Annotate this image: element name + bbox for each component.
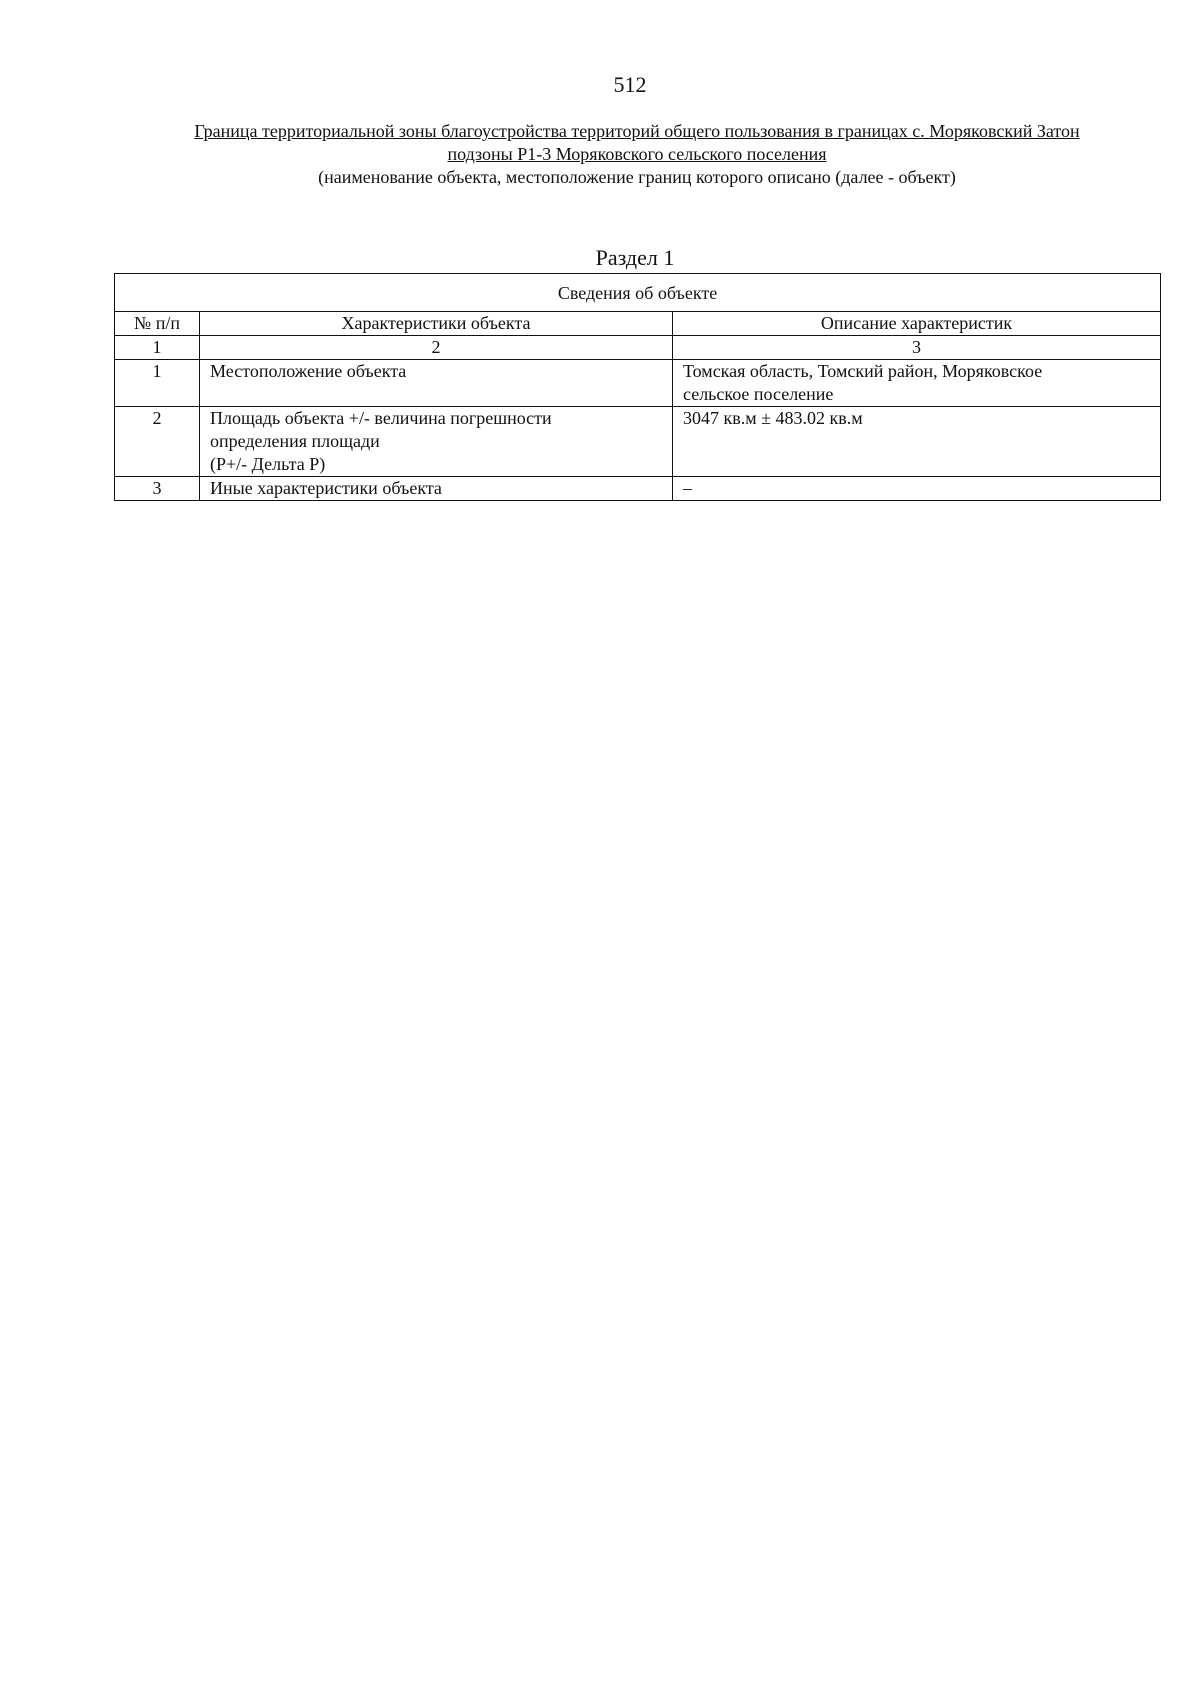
description-text: сельское поселение xyxy=(683,384,834,404)
row-description xyxy=(673,360,1161,407)
description-text: – xyxy=(683,478,692,498)
object-title-line-1: Граница территориальной зоны благоустройства территорий общего пользования в границах с. Моряковский Затон xyxy=(194,121,1080,141)
row-number: 3 xyxy=(115,477,200,501)
table-caption-row xyxy=(115,274,1161,312)
row-characteristic xyxy=(200,407,673,477)
row-number: 1 xyxy=(115,360,200,407)
row-description xyxy=(673,407,1161,477)
column-number: 3 xyxy=(673,336,1161,360)
row-number: 2 xyxy=(115,407,200,477)
characteristic-text: определения площади xyxy=(210,431,380,451)
column-number: 1 xyxy=(115,336,200,360)
header-description: Описание характеристик xyxy=(673,312,1161,336)
column-number: 2 xyxy=(200,336,673,360)
table-row xyxy=(115,407,1161,477)
column-number-row xyxy=(115,336,1161,360)
table-header-row xyxy=(115,312,1161,336)
row-description xyxy=(673,477,1161,501)
page-number: 512 xyxy=(613,72,647,97)
row-characteristic xyxy=(200,360,673,407)
characteristic-text: (P+/- Дельта P) xyxy=(210,454,326,474)
document-title-block xyxy=(114,120,1160,189)
header-characteristic: Характеристики объекта xyxy=(200,312,673,336)
characteristic-text: Местоположение объекта xyxy=(210,361,407,381)
table-caption: Сведения об объекте xyxy=(115,274,1161,312)
object-info-table xyxy=(114,273,1161,501)
object-title-line-2: подзоны Р1-3 Моряковского сельского поселения xyxy=(447,144,827,164)
description-text: 3047 кв.м ± 483.02 кв.м xyxy=(683,408,863,428)
header-number: № п/п xyxy=(115,312,200,336)
section-title: Раздел 1 xyxy=(595,245,675,270)
characteristic-text: Площадь объекта +/- величина погрешности xyxy=(210,408,552,428)
characteristic-text: Иные характеристики объекта xyxy=(210,478,442,498)
description-text: Томская область, Томский район, Моряковское xyxy=(683,361,1043,381)
table-row xyxy=(115,360,1161,407)
table-row xyxy=(115,477,1161,501)
row-characteristic xyxy=(200,477,673,501)
object-title-caption: (наименование объекта, местоположение границ которого описано (далее - объект) xyxy=(318,167,956,187)
